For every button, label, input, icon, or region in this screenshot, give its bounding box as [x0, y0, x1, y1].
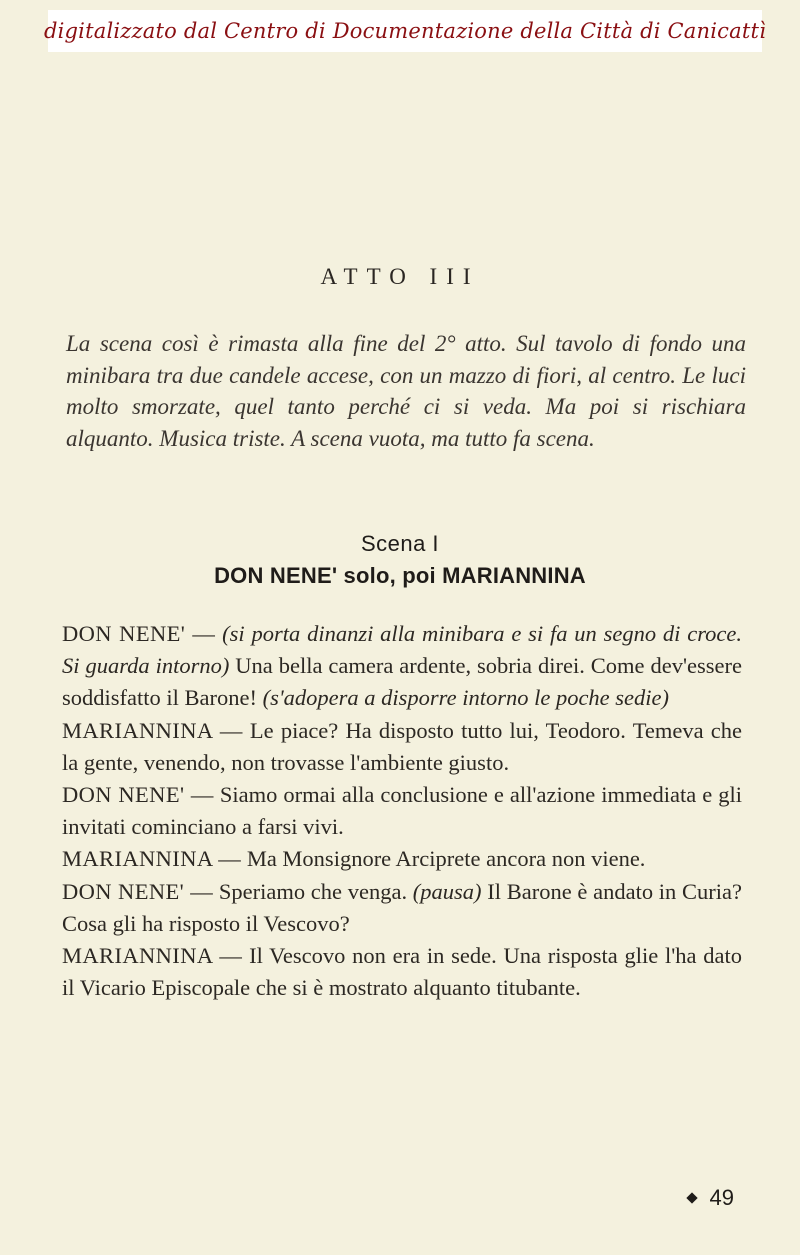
speech-text: Ma Monsignore Arciprete ancora non viene.	[246, 846, 646, 872]
scene-heading	[0, 528, 800, 592]
speech-don-nene-3	[62, 876, 742, 940]
speech-mariannina-3	[62, 940, 742, 1004]
act-title: ATTO III	[320, 264, 480, 289]
speaker-name: DON NENE' —	[62, 782, 214, 808]
speaker-name: MARIANNINA —	[62, 846, 242, 872]
dialogue	[62, 618, 742, 1004]
speaker-name: DON NENE' —	[62, 878, 214, 904]
speech-mariannina-1	[62, 715, 742, 779]
speech-text: Le piace? Ha disposto tutto lui, Teodoro. Temeva che la gente, venendo, non trovasse l'ambiente giusto.	[62, 717, 742, 775]
speech-mariannina-2	[62, 843, 742, 875]
speech-text: Il Vescovo non era in sede. Una risposta glie l'ha dato il Vicario Episcopale che si è mostrato alquanto titubante.	[62, 943, 743, 1001]
stage-note: (s'adopera a disporre intorno le poche sedie)	[262, 685, 670, 711]
page-footer	[688, 1185, 734, 1211]
speaker-name: MARIANNINA —	[62, 717, 243, 743]
speech-text: Il Barone è andato in Curia? Cosa gli ha risposto il Vescovo?	[62, 878, 742, 936]
speech-don-nene-1	[62, 618, 742, 715]
speech-text: Speriamo che venga.	[218, 878, 413, 904]
stage-note: (pausa)	[412, 878, 482, 904]
speech-text: Siamo ormai alla conclusione e all'azione immediata e gli invitati cominciano a farsi vivi.	[62, 782, 743, 840]
scene-characters: DON NENE' solo, poi MARIANNINA	[214, 563, 586, 588]
stage-note: (si porta dinanzi alla minibara e si fa un segno di croce. Si guarda intorno)	[62, 621, 743, 679]
speaker-name: DON NENE' —	[62, 621, 216, 646]
page-number: 49	[709, 1185, 734, 1210]
scene-title: Scena I	[360, 531, 440, 556]
speaker-name: MARIANNINA —	[62, 943, 243, 969]
speech-don-nene-2	[62, 779, 742, 843]
speech-text: Una bella camera ardente, sobria direi. Come dev'essere soddisfatto il Barone!	[62, 653, 742, 711]
digitization-watermark: digitalizzato dal Centro di Documentazione della Città di Canicattì	[48, 10, 762, 52]
diamond-icon	[686, 1192, 697, 1203]
stage-direction: La scena così è rimasta alla fine del 2° atto. Sul tavolo di fondo una minibara tra due candele accese, con un mazzo di fiori, al centro. Le luci molto smorzate, quel tanto perché ci si veda. Ma poi si rischiara alquanto. Musica triste. A scena vuota, ma tutto fa scena.	[66, 331, 746, 451]
